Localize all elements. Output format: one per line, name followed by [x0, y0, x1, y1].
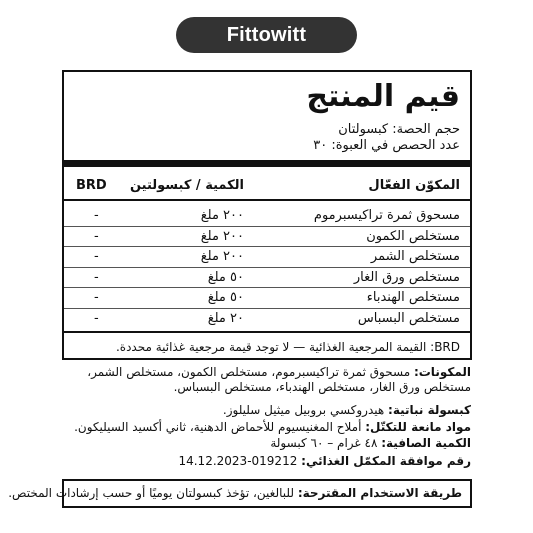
- table-row: [64, 247, 470, 268]
- ingredient-amount: ٢٠٠ ملغ: [200, 249, 244, 264]
- net-quantity-statement: [51, 436, 471, 451]
- table-row: [64, 227, 470, 248]
- ingredient-brd: -: [94, 208, 99, 223]
- capsule-label: كبسولة نباتية:: [388, 403, 471, 417]
- ingredient-amount: ٢٠٠ ملغ: [200, 228, 244, 244]
- servings-per-container: عدد الحصص في العبوة: ٣٠: [313, 138, 460, 153]
- usage-text: للبالغين، تؤخذ كبسولتان يوميًا أو حسب إرشادات المختص.: [8, 486, 298, 500]
- usage-label: طريقة الاستخدام المقترحة:: [297, 486, 462, 500]
- ingredients-label: المكونات:: [413, 365, 471, 379]
- ingredient-amount: ٢٠٠ ملغ: [200, 208, 244, 223]
- product-facts-panel: [62, 70, 472, 360]
- facts-title: قيم المنتج: [306, 79, 460, 114]
- approval-number-statement: [51, 454, 471, 469]
- ingredient-name: مسحوق ثمرة تراكيسبرموم: [313, 208, 460, 223]
- ingredient-name: مستخلص الشمر: [370, 249, 460, 264]
- table-row: [64, 309, 470, 330]
- thick-divider: [64, 160, 470, 167]
- capsule-text: هيدروكسي بروبيل ميثيل سليلوز.: [222, 403, 389, 417]
- footer-divider: [64, 331, 470, 333]
- header-brd: BRD: [76, 178, 107, 193]
- ingredient-name: مستخلص الهندباء: [366, 290, 460, 305]
- anticaking-label: مواد مانعة للتكتّل:: [365, 420, 471, 434]
- ingredient-amount: ٥٠ ملغ: [207, 290, 244, 305]
- capsule-statement: [51, 403, 471, 418]
- brand-name: Fittowitt: [226, 23, 307, 46]
- ingredient-brd: -: [94, 290, 99, 305]
- table-row: [64, 268, 470, 289]
- net-quantity-label: الكمية الصافية:: [381, 436, 471, 450]
- approval-label: رقم موافقة المكمّل الغذائي:: [301, 454, 471, 468]
- table-row: [64, 206, 470, 227]
- usage-box: [8, 479, 472, 508]
- ingredient-table: [64, 206, 470, 329]
- header-amount: الكمية / كبسولتين: [129, 178, 244, 193]
- header-ingredient: المكوّن الفعّال: [368, 178, 460, 193]
- ingredient-amount: ٢٠ ملغ: [207, 310, 244, 326]
- ingredients-text: مسحوق ثمرة تراكيسبرموم، مستخلص الكمون، مستخلص الشمر، مستخلص ورق الغار، مستخلص الهندباء، مستخلص البسباس.: [87, 365, 471, 394]
- ingredient-name: مستخلص الكمون: [366, 228, 460, 244]
- ingredient-amount: ٥٠ ملغ: [207, 269, 244, 285]
- ingredient-brd: -: [94, 249, 99, 264]
- header-divider: [64, 199, 470, 201]
- serving-size: حجم الحصة: كبسولتان: [338, 122, 460, 137]
- ingredient-brd: -: [94, 310, 99, 326]
- anticaking-text: أملاح المغنيسيوم للأحماض الدهنية، ثاني أكسيد السيليكون.: [74, 420, 366, 434]
- table-row: [64, 288, 470, 309]
- approval-number: 019212-14.12.2023: [178, 454, 302, 468]
- ingredient-brd: -: [94, 269, 99, 285]
- anticaking-statement: [51, 420, 471, 435]
- ingredient-brd: -: [94, 228, 99, 244]
- brand-badge: [176, 17, 357, 53]
- ingredient-name: مستخلص ورق الغار: [353, 269, 460, 285]
- net-quantity-text: ٤٨ غرام – ٦٠ كبسولة: [270, 436, 382, 450]
- ingredient-name: مستخلص البسباس: [357, 310, 460, 326]
- brd-footnote: BRD: القيمة المرجعية الغذائية — لا توجد قيمة مرجعية غذائية محددة.: [115, 340, 460, 354]
- ingredients-statement: [51, 365, 471, 395]
